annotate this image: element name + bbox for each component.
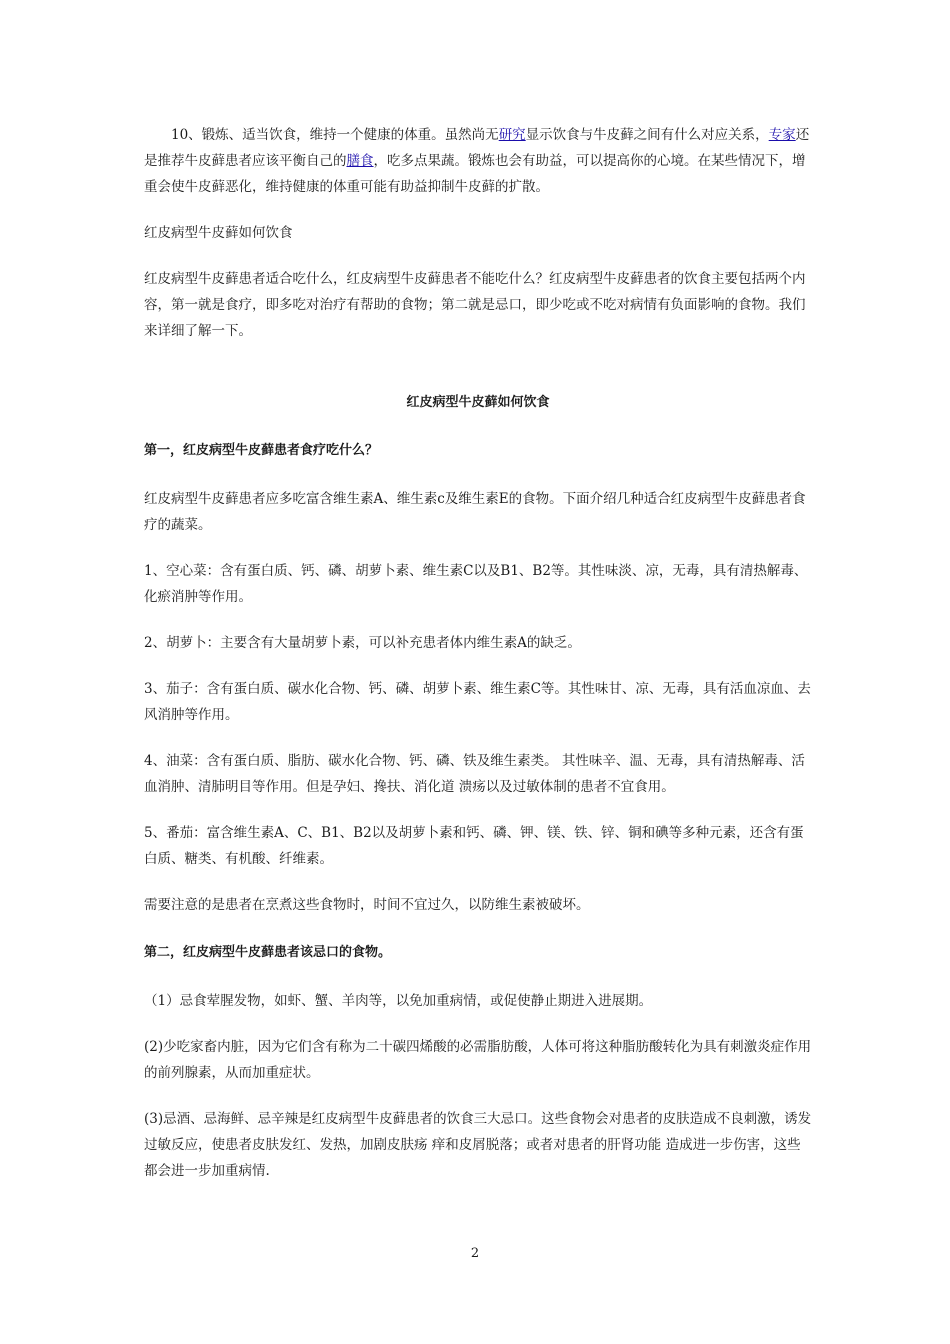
page-number: 2 <box>470 1246 480 1261</box>
paragraph-10-part2: 显示饮食与牛皮藓之间有什么对应关系， <box>525 127 769 143</box>
section1-lead: 红皮病型牛皮藓患者应多吃富含维生素A、维生素c及维生素E的食物。下面介绍几种适合红皮病型牛皮藓患者食疗的蔬菜。 <box>144 491 806 533</box>
list-item: (3)忌酒、忌海鲜、忌辛辣是红皮病型牛皮藓患者的饮食三大忌口。这些食物会对患者的皮肤造成不良刺激，诱发过敏反应，使患者皮肤发红、发热，加剧皮肤疡 痒和皮屑脱落；或者对患者的肝肾功能 造成进一步伤害，这些都会进一步加重病情. <box>144 1111 812 1179</box>
section2-title: 第二，红皮病型牛皮藓患者该忌口的食物。 <box>144 945 392 960</box>
section-heading: 红皮病型牛皮藓如何饮食 <box>406 395 550 410</box>
list-item: 2、胡萝卜：主要含有大量胡萝卜素，可以补充患者体内维生素A的缺乏。 <box>144 635 581 651</box>
section1-title: 第一，红皮病型牛皮藓患者食疗吃什么？ <box>144 443 379 458</box>
intro-paragraph: 红皮病型牛皮藓患者适合吃什么，红皮病型牛皮藓患者不能吃什么？红皮病型牛皮藓患者的饮食主要包括两个内容，第一就是食疗，即多吃对治疗有帮助的食物；第二就是忌口，即少吃或不吃对病情有负面影响的食物。我们来详细了解一下。 <box>144 271 806 339</box>
document-body <box>144 122 812 1184</box>
list-item: (2)少吃家畜内脏，因为它们含有称为二十碳四烯酸的必需脂肪酸，人体可将这种脂肪酸转化为具有刺激炎症作用的前列腺素，从而加重症状。 <box>144 1039 812 1081</box>
list-item: 1、空心菜：含有蛋白质、钙、磷、胡萝卜素、维生素C以及B1、B2等。其性味淡、凉，无毒，具有清热解毒、化瘀消肿等作用。 <box>144 563 808 605</box>
link-expert[interactable]: 专家 <box>768 127 796 143</box>
paragraph-10-part4: ，吃多点果蔬。锻炼也会有助益，可以提高你的心境。在某些情况下，增重会使牛皮藓恶化，维持健康的体重可能有助益抑制牛皮藓的扩散。 <box>144 153 806 195</box>
subtitle: 红皮病型牛皮藓如何饮食 <box>144 225 293 241</box>
list-item: 4、油菜：含有蛋白质、脂肪、碳水化合物、钙、磷、铁及维生素类。 其性味辛、温、无毒，具有清热解毒、活血消肿、清肺明目等作用。但是孕妇、搀扶、消化道 溃疡以及过敏体制的患者不宜食用。 <box>144 753 805 795</box>
list-item: 3、茄子：含有蛋白质、碳水化合物、钙、磷、胡萝卜素、维生素C等。其性味甘、凉、无毒，具有活血凉血、去风消肿等作用。 <box>144 681 811 723</box>
list-item: （1）忌食荤腥发物，如虾、蟹、羊肉等，以免加重病情，或促使静止期进入进展期。 <box>144 993 653 1009</box>
link-diet[interactable]: 膳食 <box>346 153 374 169</box>
paragraph-10-part3: 还是推荐牛皮藓患者应该平衡自己的 <box>144 127 810 169</box>
list-item: 5、番茄：富含维生素A、C、B1、B2以及胡萝卜素和钙、磷、钾、镁、铁、锌、铜和碘等多种元素，还含有蛋白质、糖类、有机酸、纤维素。 <box>144 825 804 867</box>
paragraph-10 <box>144 122 812 200</box>
paragraph-10-part1: 10、锻炼、适当饮食，维持一个健康的体重。虽然尚无 <box>171 127 499 143</box>
section1-note: 需要注意的是患者在烹煮这些食物时，时间不宜过久，以防维生素被破坏。 <box>144 897 590 913</box>
link-research[interactable]: 研究 <box>498 127 526 143</box>
